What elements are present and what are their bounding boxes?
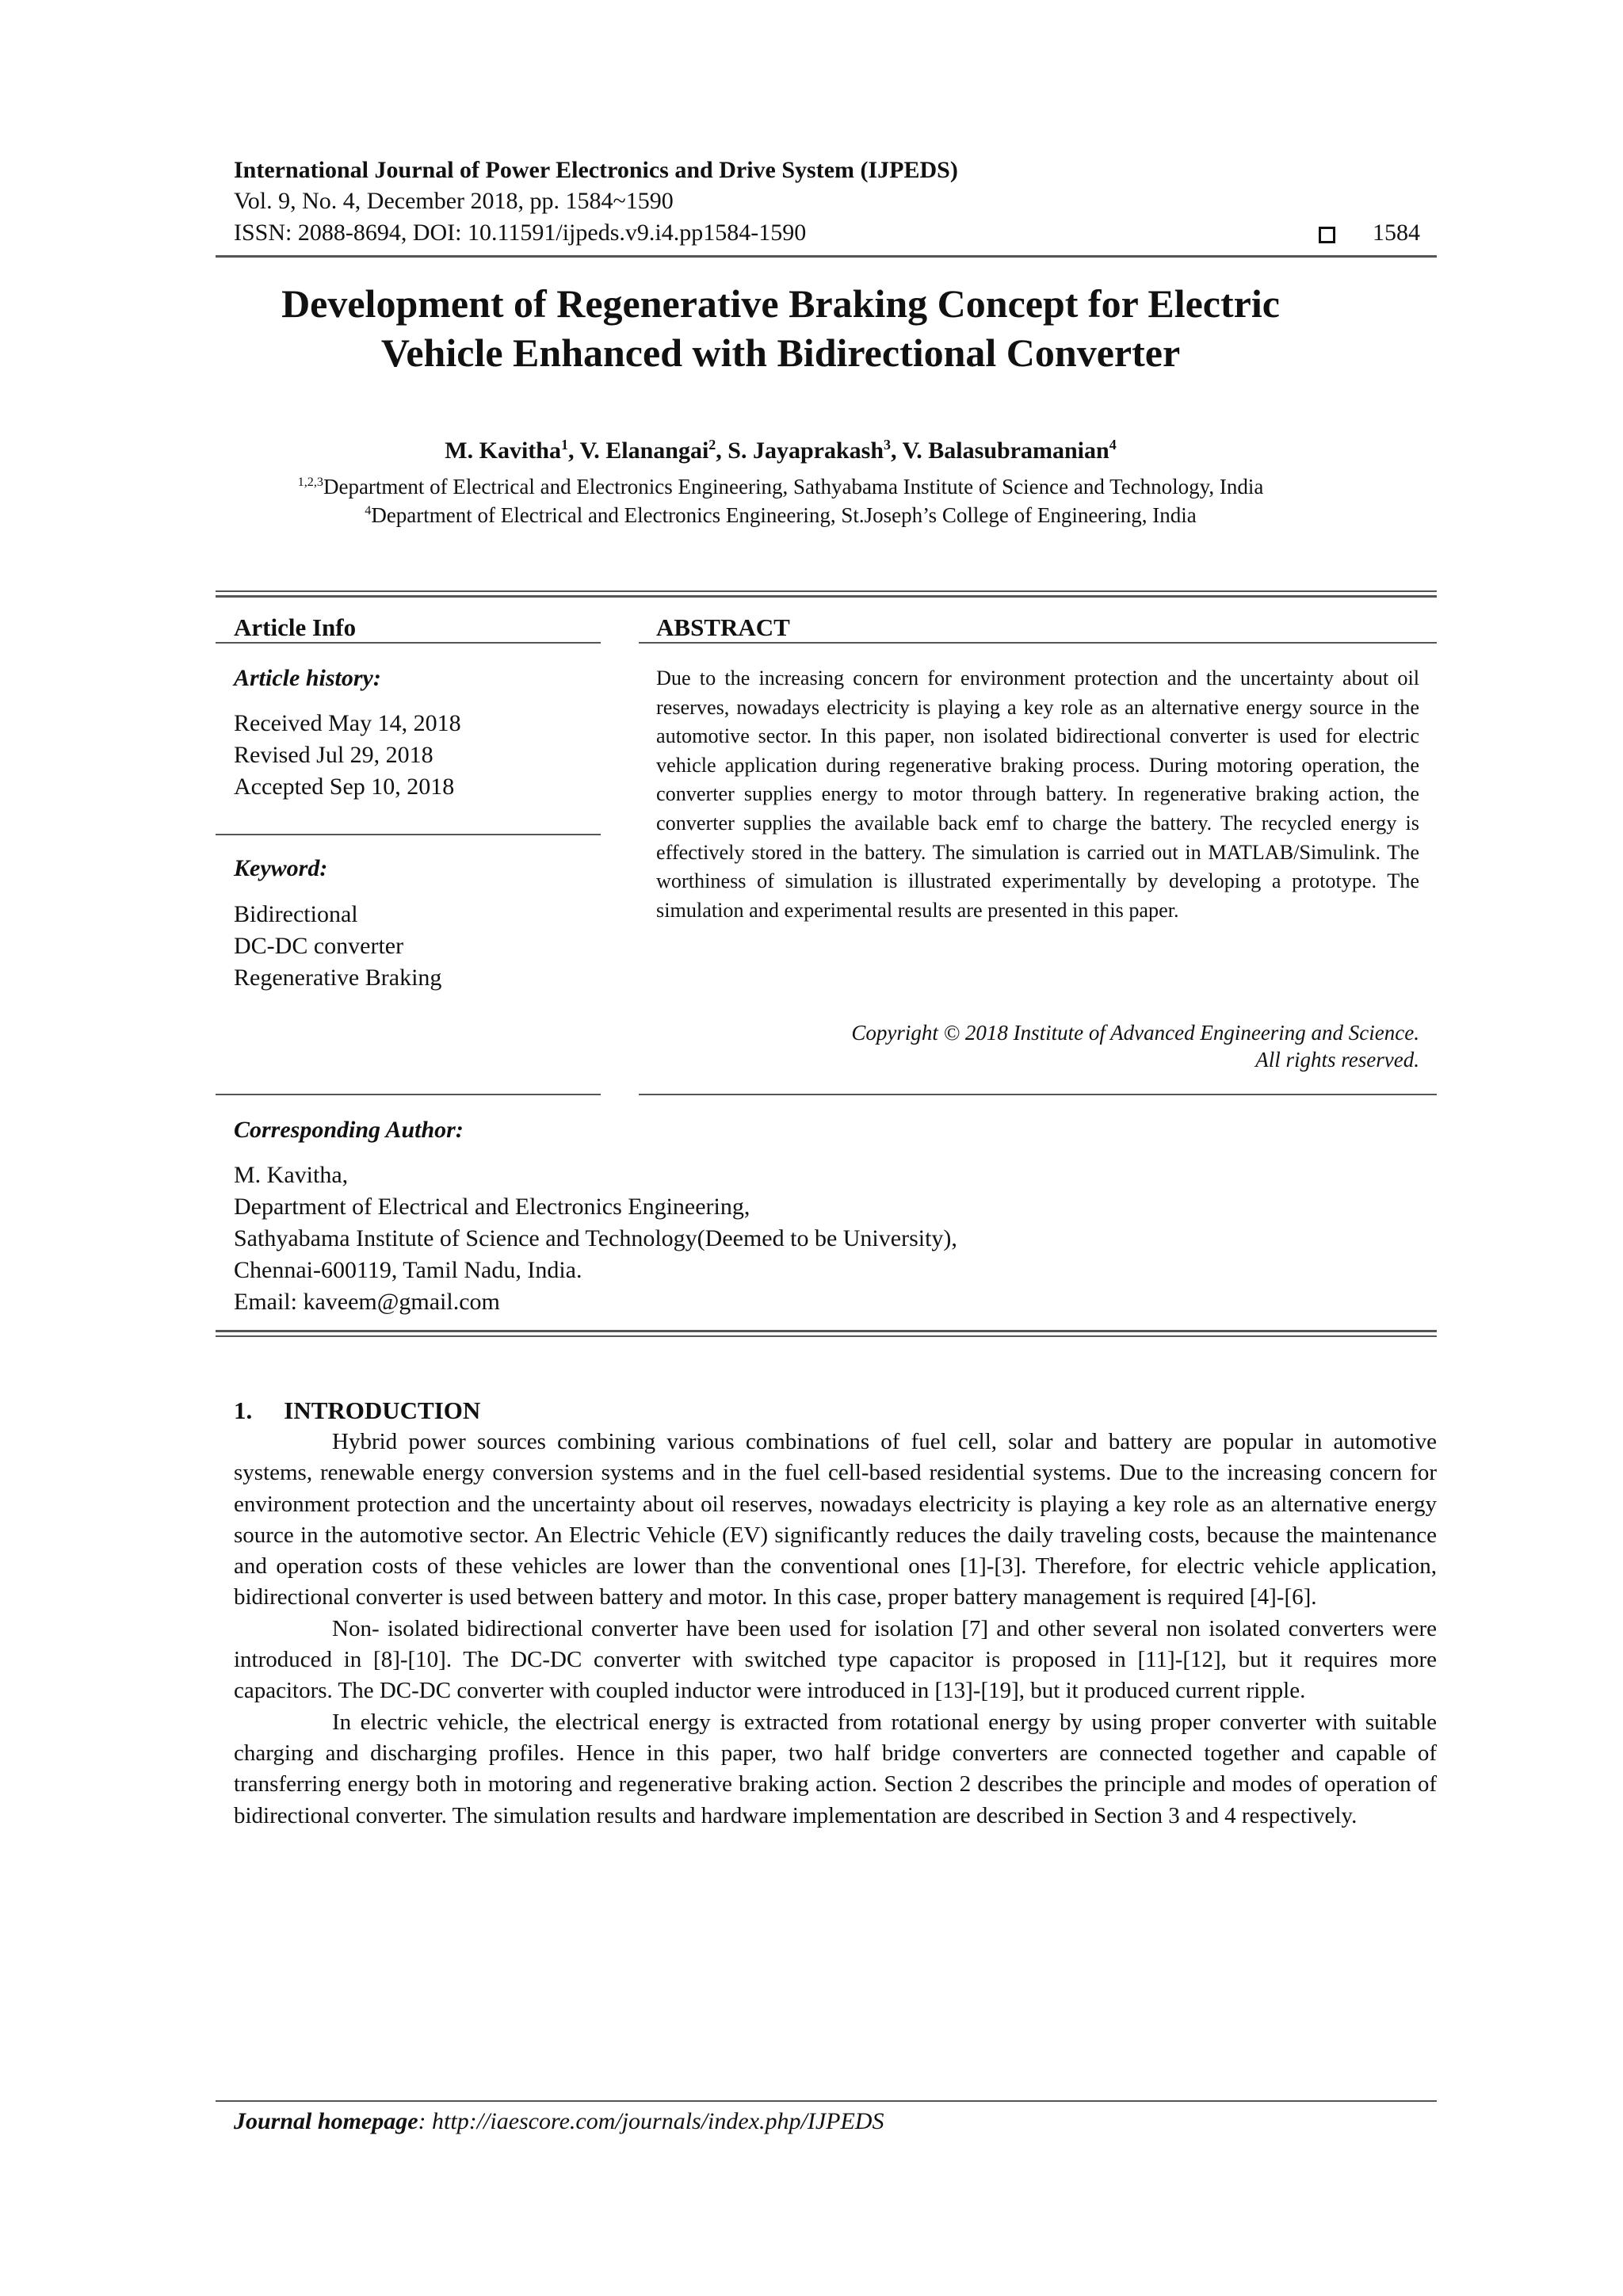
author-sup: 2	[708, 437, 716, 453]
corresponding-line: Department of Electrical and Electronics Engineering,	[234, 1194, 750, 1220]
page-number: 1584	[1373, 220, 1420, 246]
abstract-heading: ABSTRACT	[656, 613, 790, 641]
copyright-line-2: All rights reserved.	[1255, 1048, 1419, 1072]
affiliation-sup: 1,2,3	[297, 475, 323, 489]
journal-name: International Journal of Power Electronics and Drive System (IJPEDS)	[234, 157, 958, 183]
abstract-bottom-rule	[639, 1094, 1437, 1095]
affiliation-text: Department of Electrical and Electronics Engineering, Sathyabama Institute of Science and Technology, India	[323, 475, 1264, 499]
checkbox-icon	[1319, 218, 1335, 248]
keyword-label: Keyword:	[234, 855, 328, 881]
title-line-2: Vehicle Enhanced with Bidirectional Converter	[380, 330, 1181, 375]
corresponding-email: Email: kaveem@gmail.com	[234, 1289, 500, 1315]
body-paragraph: In electric vehicle, the electrical energy is extracted from rotational energy by using proper converter with suitable charging and discharging profiles. Hence in this paper, two half bridge converters are connected together and capable of transferring energy both in motoring and regenerative braking action. Section 2 describes the principle and modes of operation of bidirectional converter. The simulation results and hardware implementation are described in Section 3 and 4 respectively.	[234, 1709, 1437, 1828]
author-sup: 4	[1109, 437, 1117, 453]
article-info-heading: Article Info	[234, 613, 357, 641]
header-rule	[216, 255, 1437, 258]
copyright-notice	[656, 1019, 1419, 1073]
body-paragraph: Non- isolated bidirectional converter have been used for isolation [7] and other several non isolated converters were introduced in [8]-[10]. The DC-DC converter with switched type capacitor is proposed in [11]-[12], but it requires more capacitors. The DC-DC converter with coupled inductor were introduced in [13]-[19], but it produced current ripple.	[234, 1615, 1437, 1704]
homepage-link[interactable]: http://iaescore.com/journals/index.php/IJPEDS	[432, 2108, 884, 2134]
issn-line: ISSN: 2088-8694, DOI: 10.11591/ijpeds.v9.i4.pp1584-1590	[234, 220, 807, 246]
author-list	[158, 437, 1403, 464]
accepted-date: Accepted Sep 10, 2018	[234, 774, 455, 800]
section-title: INTRODUCTION	[284, 1396, 481, 1424]
section-number: 1.	[234, 1396, 253, 1424]
title-line-1: Development of Regenerative Braking Concept for Electric	[281, 281, 1280, 326]
keyword-rule	[216, 834, 601, 835]
infobox-top-rule-a	[216, 590, 1437, 592]
paper-title	[158, 279, 1403, 377]
revised-date: Revised Jul 29, 2018	[234, 742, 433, 768]
abstract-rule	[639, 642, 1437, 644]
author-name: S. Jayaprakash	[727, 437, 884, 464]
author-name: V. Balasubramanian	[902, 437, 1109, 464]
journal-homepage	[234, 2108, 884, 2135]
footer-rule	[216, 2100, 1437, 2102]
corresponding-line: Sathyabama Institute of Science and Technology(Deemed to be University),	[234, 1225, 957, 1251]
author-sep: ,	[567, 437, 580, 464]
introduction-body	[234, 1427, 1437, 1832]
body-paragraph: Hybrid power sources combining various combinations of fuel cell, solar and battery are popular in automotive systems, renewable energy conversion systems and in the fuel cell-based residential systems. Due to the increasing concern for environment protection and the uncertainty about oil reserves, nowadays electricity is playing a key role as an alternative energy source in the automotive sector. An Electric Vehicle (EV) significantly reduces the daily traveling costs, because the maintenance and operation costs of these vehicles are lower than the conventional ones [1]-[3]. Therefore, for electric vehicle application, bidirectional converter is used between battery and motor. In this case, proper battery management is required [4]-[6].	[234, 1429, 1437, 1610]
article-info-bottom-rule	[216, 1094, 601, 1095]
volume-line: Vol. 9, No. 4, December 2018, pp. 1584~1590	[234, 188, 674, 214]
received-date: Received May 14, 2018	[234, 710, 461, 736]
history-label: Article history:	[234, 665, 381, 691]
author-name: V. Elanangai	[579, 437, 709, 464]
author-name: M. Kavitha	[445, 437, 561, 464]
keyword-item: DC-DC converter	[234, 933, 404, 959]
author-sep: ,	[891, 437, 903, 464]
corresponding-line: M. Kavitha,	[234, 1162, 349, 1188]
corresponding-label: Corresponding Author:	[234, 1117, 464, 1143]
author-sup: 3	[884, 437, 892, 453]
article-info-rule	[216, 642, 601, 644]
infobox-bottom-rule-b	[216, 1335, 1437, 1337]
infobox-bottom-rule-a	[216, 1330, 1437, 1332]
section-heading	[234, 1396, 480, 1425]
abstract-text: Due to the increasing concern for environment protection and the uncertainty about oil reserves, nowadays electricity is playing a key role as an alternative energy source in the automotive sector. In this paper, non isolated bidirectional converter is used for electric vehicle application during regenerative braking process. During motoring operation, the converter supplies energy to motor through battery. In regenerative braking action, the converter supplies the available back emf to charge the battery. The recycled energy is effectively stored in the battery. The simulation is carried out in MATLAB/Simulink. The worthiness of simulation is illustrated experimentally by developing a prototype. The simulation and experimental results are presented in this paper.	[656, 667, 1419, 922]
author-sup: 1	[560, 437, 568, 453]
affiliation	[158, 502, 1403, 529]
homepage-colon: :	[418, 2108, 433, 2134]
copyright-line-1: Copyright © 2018 Institute of Advanced Engineering and Science.	[851, 1021, 1419, 1045]
author-sep: ,	[716, 437, 728, 464]
affiliation-sup: 4	[365, 503, 372, 518]
corresponding-line: Chennai-600119, Tamil Nadu, India.	[234, 1257, 582, 1283]
infobox-top-rule-b	[216, 595, 1437, 598]
affiliation	[158, 473, 1403, 501]
keyword-item: Regenerative Braking	[234, 965, 442, 991]
affiliation-text: Department of Electrical and Electronics Engineering, St.Joseph’s College of Engineering, India	[371, 503, 1197, 527]
homepage-label: Journal homepage	[234, 2108, 418, 2134]
keyword-item: Bidirectional	[234, 901, 358, 927]
